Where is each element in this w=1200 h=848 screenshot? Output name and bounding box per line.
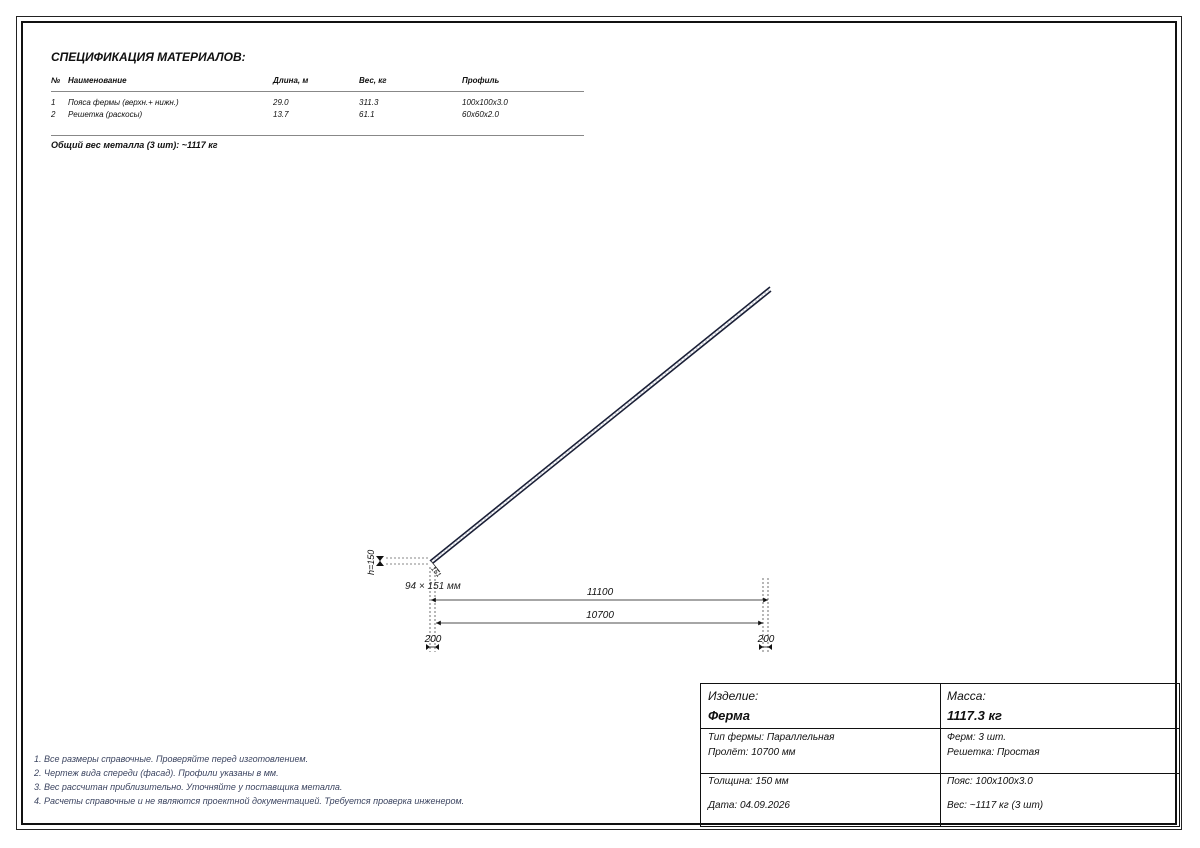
col-length: Длина, м: [273, 72, 359, 92]
dim-top-label: 11100: [586, 587, 614, 598]
col-weight: Вес, кг: [359, 72, 462, 92]
dimension-left-200: [424, 634, 442, 650]
dim-left-label: 200: [424, 634, 442, 645]
row-length: 29.0: [273, 98, 289, 107]
spec-total: Общий вес металла (3 шт): ~1117 кг: [51, 140, 218, 150]
title-block: [700, 683, 1180, 827]
thickness-value: Толщина: 150 мм: [708, 776, 789, 787]
dimension-11100: [431, 587, 768, 600]
row-name: Решетка (раскосы): [68, 108, 273, 136]
col-profile: Профиль: [462, 72, 584, 92]
diag-dimension: [429, 561, 442, 579]
title-block-rule: [701, 728, 1179, 729]
note-item: 2. Чертеж вида спереди (фасад). Профили указаны в мм.: [34, 768, 279, 778]
mass-label: Масса:: [947, 689, 986, 703]
span-value: Пролёт: 10700 мм: [708, 747, 796, 758]
title-block-rule: [701, 773, 1179, 774]
dimension-right-200: [757, 634, 775, 650]
row-name: Пояса фермы (верхн.+ нижн.): [68, 98, 179, 107]
row-length: 13.7: [273, 108, 359, 136]
dim-mid-label: 10700: [586, 610, 614, 621]
truss-count: Ферм: 3 шт.: [947, 732, 1007, 743]
col-number: №: [51, 72, 68, 92]
note-item: 1. Все размеры справочные. Проверяйте перед изготовлением.: [34, 754, 309, 764]
lattice-type: Решетка: Простая: [947, 747, 1040, 758]
truss-type: Тип фермы: Параллельная: [708, 732, 835, 743]
note-item: 3. Вес рассчитан приблизительно. Уточняйте у поставщика металла.: [34, 782, 343, 792]
section-label: 94 × 151 мм: [405, 581, 461, 592]
row-weight: 311.3: [359, 98, 379, 107]
spec-title: СПЕЦИФИКАЦИЯ МАТЕРИАЛОВ:: [51, 50, 246, 64]
product-label: Изделие:: [708, 689, 759, 703]
product-value: Ферма: [708, 708, 750, 723]
dimension-10700: [436, 610, 763, 623]
height-label: h=150: [366, 549, 376, 575]
dim-right-label: 200: [757, 634, 775, 645]
chord-profile: Пояс: 100x100x3.0: [947, 776, 1033, 787]
row-profile: 60x60x2.0: [462, 108, 584, 136]
row-number: 2: [51, 108, 68, 136]
mass-value: 1117.3 кг: [947, 708, 1002, 723]
row-weight: 61.1: [359, 108, 462, 136]
row-number: 1: [51, 98, 56, 107]
height-dimension: [366, 550, 430, 575]
title-block-divider: [940, 684, 941, 826]
diag-label: 151: [429, 565, 442, 579]
row-profile: 100x100x3.0: [462, 98, 508, 107]
total-weight: Вес: ~1117 кг (3 шт): [947, 800, 1044, 811]
col-name: Наименование: [68, 72, 273, 92]
drawing-notes: [34, 752, 464, 808]
truss-body: [430, 287, 771, 563]
date-value: Дата: 04.09.2026: [708, 800, 790, 811]
note-item: 4. Расчеты справочные и не являются проектной документацией. Требуется проверка инженером.: [34, 796, 465, 806]
